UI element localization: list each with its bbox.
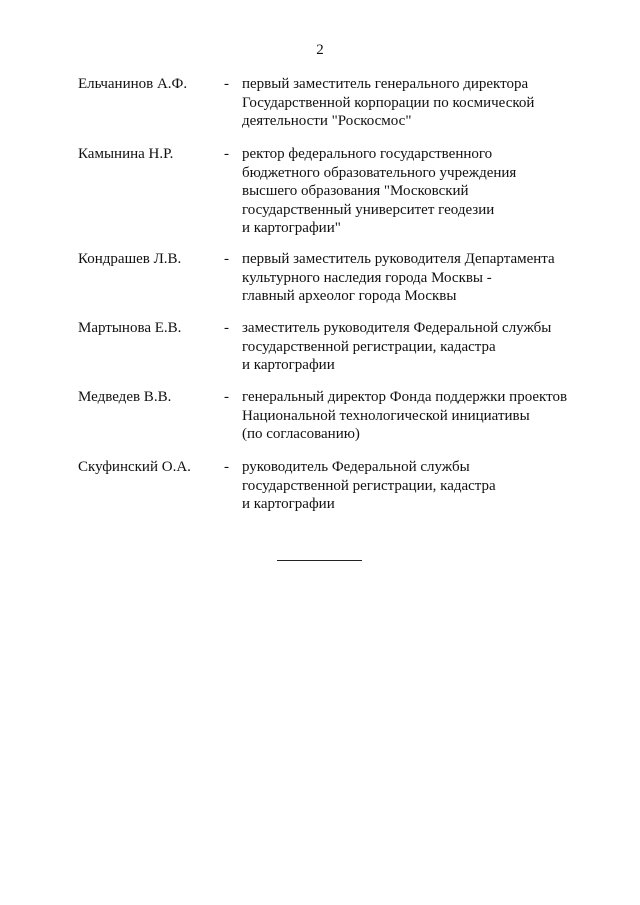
member-name: Ельчанинов А.Ф.	[78, 76, 188, 92]
separator-dash: -	[224, 146, 229, 162]
separator-dash: -	[224, 251, 229, 267]
position-line: (по согласованию)	[242, 426, 360, 443]
member-position	[242, 250, 602, 306]
member-name: Камынина Н.Р.	[78, 146, 174, 162]
position-line: руководитель Федеральной службы	[242, 459, 470, 475]
position-line: культурного наследия города Москвы -	[242, 269, 492, 286]
position-line: Национальной технологической инициативы	[242, 407, 530, 424]
position-line: Государственной корпорации по космической	[242, 94, 535, 111]
separator-dash: -	[224, 320, 229, 336]
separator-dash: -	[224, 76, 229, 92]
position-line: и картографии	[242, 357, 335, 374]
page-number: 2	[316, 42, 324, 58]
position-line: высшего образования "Московский	[242, 183, 469, 200]
position-line: и картографии"	[242, 220, 341, 237]
position-line: государственной регистрации, кадастра	[242, 338, 496, 355]
separator-dash: -	[224, 459, 229, 475]
member-name: Мартынова Е.В.	[78, 320, 182, 336]
position-line: первый заместитель руководителя Департамента	[242, 251, 555, 267]
position-line: ректор федерального государственного	[242, 146, 493, 162]
position-line: государственной регистрации, кадастра	[242, 477, 496, 494]
member-position	[242, 75, 602, 131]
member-name: Кондрашев Л.В.	[78, 251, 182, 267]
separator-dash: -	[224, 389, 229, 405]
position-line: и картографии	[242, 496, 335, 513]
member-name: Медведев В.В.	[78, 389, 172, 405]
member-position	[242, 458, 602, 514]
member-position	[242, 319, 602, 375]
position-line: генеральный директор Фонда поддержки проектов	[242, 389, 568, 405]
member-name: Скуфинский О.А.	[78, 459, 191, 475]
member-position	[242, 145, 602, 238]
member-position	[242, 388, 602, 444]
position-line: заместитель руководителя Федеральной службы	[242, 320, 552, 336]
position-line: государственный университет геодезии	[242, 201, 495, 218]
position-line: бюджетного образовательного учреждения	[242, 164, 517, 181]
position-line: главный археолог города Москвы	[242, 288, 457, 305]
position-line: деятельности "Роскосмос"	[242, 113, 412, 130]
end-of-list-rule	[277, 560, 362, 561]
position-line: первый заместитель генерального директора	[242, 76, 529, 92]
